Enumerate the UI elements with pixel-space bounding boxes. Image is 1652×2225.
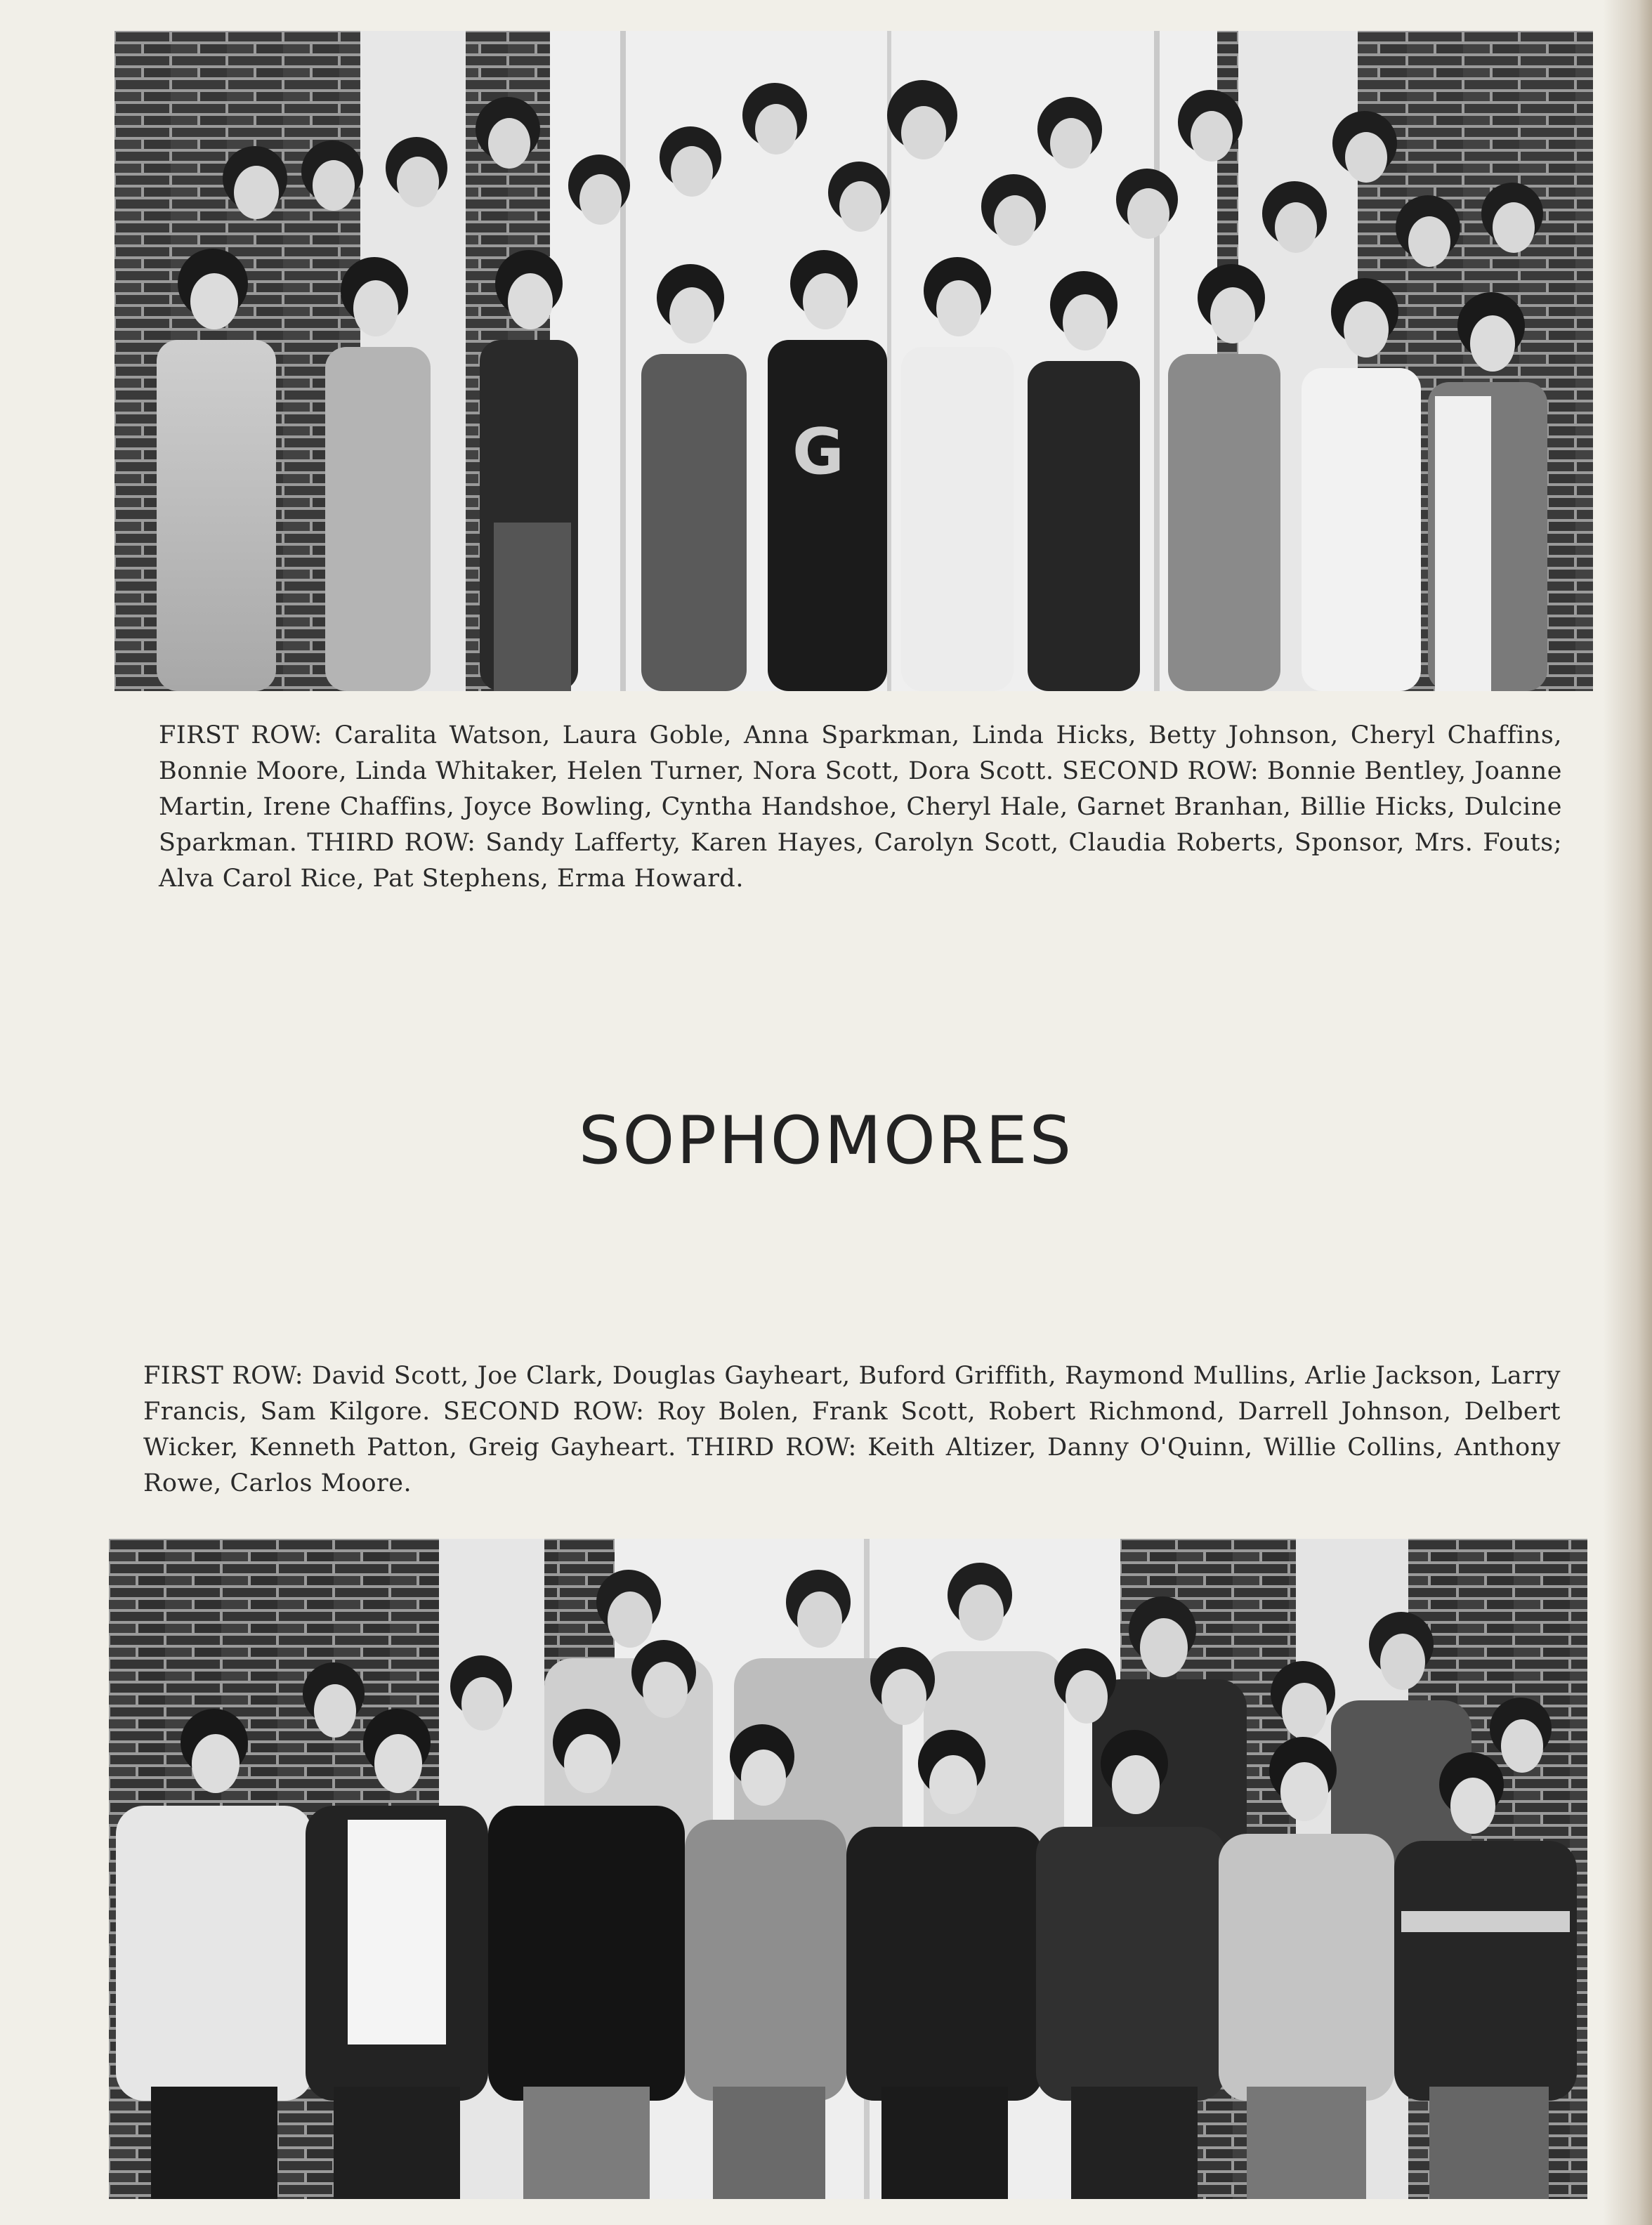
top-photo-image [114,31,1593,691]
top-photo-caption: FIRST ROW: Caralita Watson, Laura Goble, Anna Sparkman, Linda Hicks, Betty Johnson, Cheryl Chaffins, Bonnie Moore, Linda Whitaker, Helen Turner, Nora Scott, Dora Scott. SECOND ROW: Bonnie Bentley, Joanne Martin, Irene Chaffins, Joyce Bowling, Cyntha Handshoe, Cheryl Hale, Garnet Branhan, Billie Hicks, Dulcine Sparkman. THIRD ROW: Sandy Lafferty, Karen Hayes, Carolyn Scott, Claudia Roberts, Sponsor, Mrs. Fouts; Alva Carol Rice, Pat Stephens, Erma Howard. [159,721,1562,893]
bottom-photo-image [109,1539,1587,2199]
sweater-letter-g: G [792,415,844,489]
bottom-photo-caption: FIRST ROW: David Scott, Joe Clark, Douglas Gayheart, Buford Griffith, Raymond Mullins, Arlie Jackson, Larry Francis, Sam Kilgore. SECOND ROW: Roy Bolen, Frank Scott, Robert Richmond, Darrell Johnson, Delbert Wicker, Kenneth Patton, Greig Gayheart. THIRD ROW: Keith Altizer, Danny O'Quinn, Willie Collins, Anthony Rowe, Carlos Moore. [143,1362,1561,1497]
top-class-photo [114,31,1593,691]
sophomore-class-photo [109,1539,1587,2199]
section-title: SOPHOMORES [578,1103,1074,1179]
